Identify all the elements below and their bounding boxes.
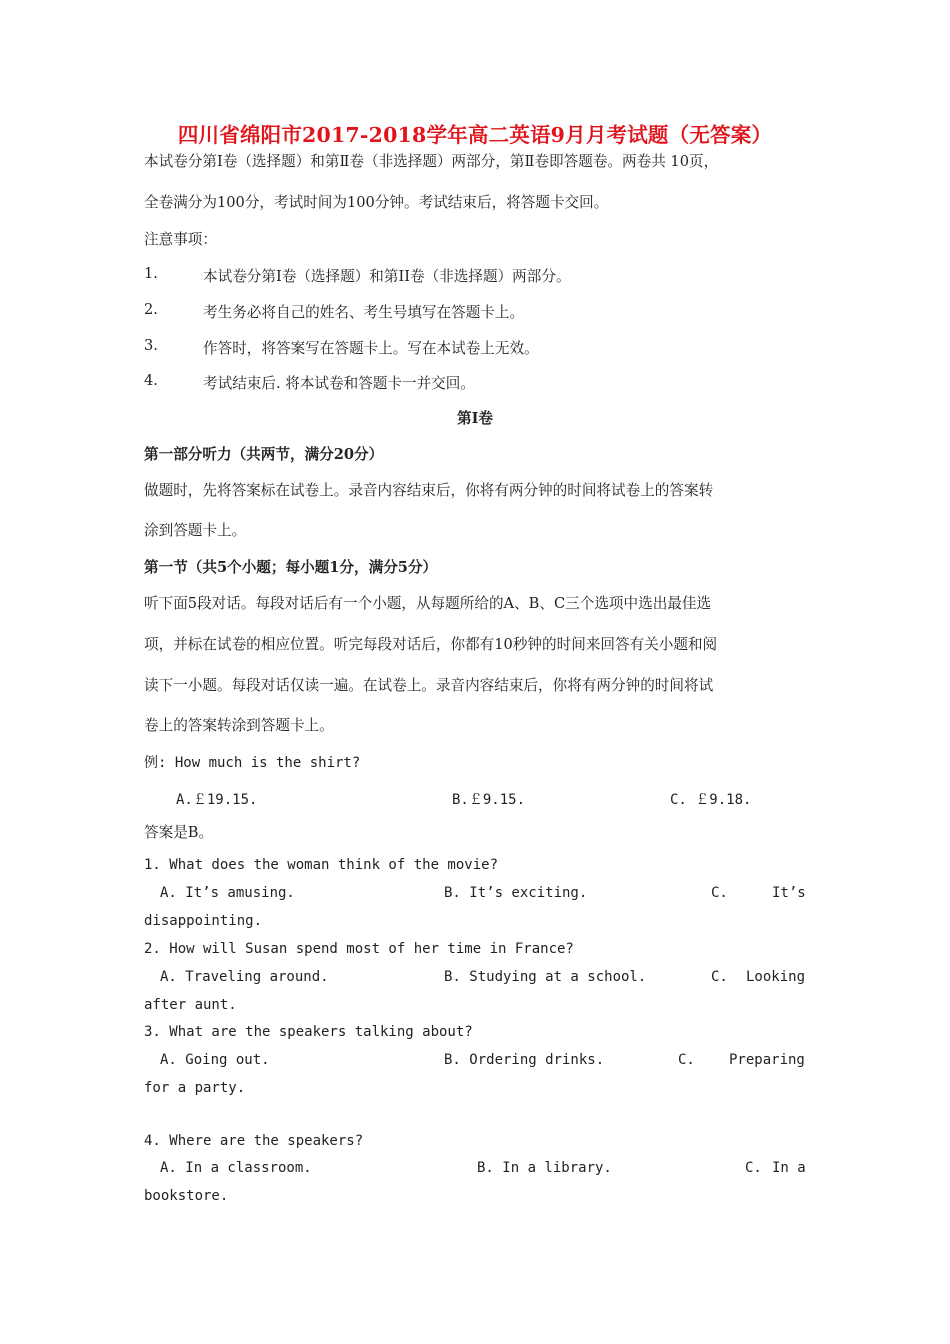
option-a: A. It’s amusing. [160, 885, 295, 901]
part1-instruction-line: 涂到答题卡上。 [144, 522, 247, 539]
option-c-continuation: after aunt. [144, 997, 237, 1013]
notice-text: 考试结束后. 将本试卷和答题卡一并交回。 [203, 375, 475, 392]
option-b: B. In a library. [477, 1160, 612, 1176]
example-question [144, 753, 812, 773]
example-option-a: A.￡19.15. [176, 792, 258, 808]
page-title: 四川省绵阳市2017-2018学年高二英语9月月考试题（无答案） [177, 123, 773, 147]
notice-text: 考生务必将自己的姓名、考生号填写在答题卡上。 [203, 304, 525, 321]
section1-instruction-line: 读下一小题。每段对话仅读一遍。在试卷上。录音内容结束后，你将有两分钟的时间将试 [144, 677, 714, 694]
notice-text: 本试卷分第I卷（选择题）和第II卷（非选择题）两部分。 [203, 268, 571, 285]
intro-line-2: 全卷满分为100分，考试时间为100分钟。考试结束后，将答题卡交回。 [144, 194, 609, 211]
notice-text: 作答时，将答案写在答题卡上。写在本试卷上无效。 [203, 340, 539, 357]
notice-heading: 注意事项： [144, 231, 217, 248]
intro-line-1: 本试卷分第Ⅰ卷（选择题）和第Ⅱ卷（非选择题）两部分，第Ⅱ卷即答题卷。两卷共 10页， [144, 153, 719, 170]
option-a: A. Going out. [160, 1052, 270, 1068]
option-c-label: C. [711, 969, 728, 985]
option-b: B. Ordering drinks. [444, 1052, 605, 1068]
section1-heading: 第一节（共5个小题；每小题1分，满分5分） [144, 559, 438, 576]
option-c-text: In a [772, 1160, 806, 1176]
question-text: 4. Where are the speakers? [144, 1133, 364, 1149]
section1-instruction-line: 项，并标在试卷的相应位置。听完每段对话后，你都有10秒钟的时间来回答有关小题和阅 [144, 636, 718, 653]
question-text: 2. How will Susan spend most of her time in France? [144, 941, 574, 957]
section1-instruction-line: 卷上的答案转涂到答题卡上。 [144, 717, 334, 734]
example-answer: 答案是B。 [144, 824, 214, 841]
question-text: 1. What does the woman think of the movie? [144, 857, 499, 873]
example-question-text: 例: How much is the shirt? [144, 755, 361, 771]
example-option-b: B.￡9.15. [452, 792, 526, 808]
option-a: A. Traveling around. [160, 969, 329, 985]
example-option-c: C. ￡9.18. [670, 792, 752, 808]
section1-instruction-line: 听下面5段对话。每段对话后有一个小题，从每题所给的A、B、C三个选项中选出最佳选 [144, 595, 712, 612]
option-c-continuation: disappointing. [144, 913, 263, 929]
part1-instruction-line: 做题时，先将答案标在试卷上。录音内容结束后，你将有两分钟的时间将试卷上的答案转 [144, 482, 714, 499]
notice-number: 2. [144, 301, 158, 318]
question-text: 3. What are the speakers talking about? [144, 1024, 473, 1040]
option-c-label: C. [745, 1160, 762, 1176]
option-c-label: C. [678, 1052, 695, 1068]
notice-number: 1. [144, 265, 158, 282]
notice-number: 4. [144, 372, 158, 389]
option-b: B. Studying at a school. [444, 969, 647, 985]
option-c-continuation: bookstore. [144, 1188, 229, 1204]
part1-heading: 第一部分听力（共两节，满分20分） [144, 446, 384, 463]
option-b: B. It’s exciting. [444, 885, 588, 901]
option-a: A. In a classroom. [160, 1160, 312, 1176]
notice-number: 3. [144, 337, 158, 354]
option-c-text: It’s [772, 885, 806, 901]
option-c-label: C. [711, 885, 728, 901]
option-c-text: Preparing [729, 1052, 805, 1068]
option-c-continuation: for a party. [144, 1080, 246, 1096]
volume-heading: 第Ⅰ卷 [456, 410, 493, 427]
option-c-text: Looking [746, 969, 806, 985]
